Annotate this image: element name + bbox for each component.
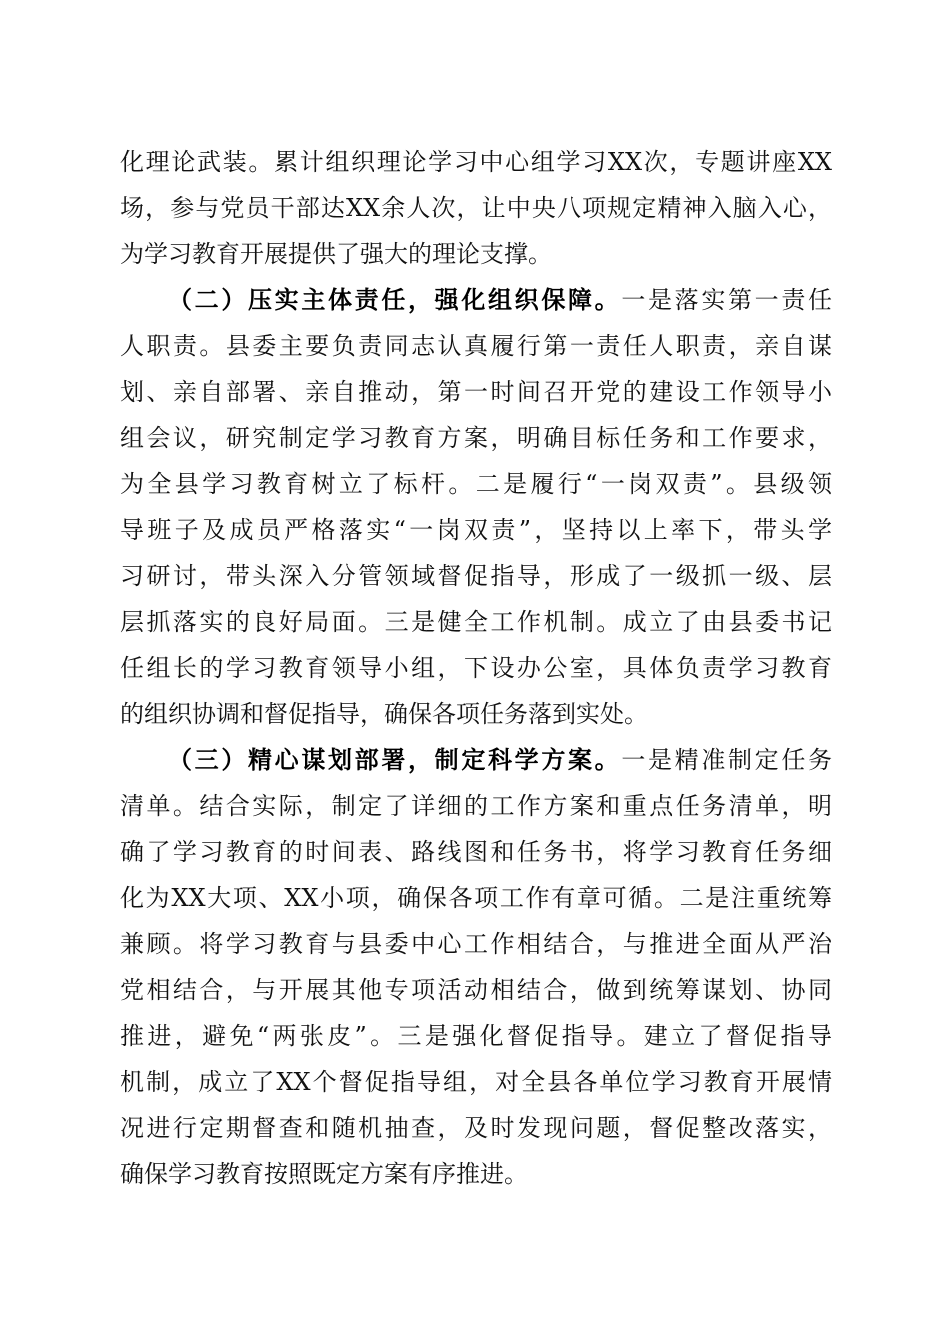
section-heading-line [168,285,832,315]
paragraph-line: 任组长的学习教育领导小组，下设办公室，具体负责学习教育 [120,654,832,682]
paragraph-line: 习研讨，带头深入分管领域督促指导，形成了一级抓一级、层 [120,562,832,590]
paragraph-line: 兼顾。将学习教育与县委中心工作相结合，与推进全面从严治 [120,930,832,958]
paragraph-line: 况进行定期督查和随机抽查，及时发现问题，督促整改落实， [120,1114,832,1142]
paragraph-line: 化为XX大项、XX小项，确保各项工作有章可循。二是注重统筹 [120,884,832,912]
paragraph-line: 机制，成立了XX个督促指导组，对全县各单位学习教育开展情 [120,1068,832,1096]
paragraph-line: 人职责。县委主要负责同志认真履行第一责任人职责，亲自谋 [120,332,832,360]
section-heading: （二）压实主体责任，强化组织保障。 [168,286,622,314]
paragraph-line: 为全县学习教育树立了标杆。二是履行“一岗双责”。县级领 [120,470,832,498]
paragraph-line: 为学习教育开展提供了强大的理论支撑。 [120,240,552,268]
section-heading: （三）精心谋划部署，制定科学方案。 [168,746,622,774]
paragraph-text: 一是精准制定任务 [621,746,833,774]
paragraph-text: 一是落实第一责任 [621,286,833,314]
paragraph-line: 划、亲自部署、亲自推动，第一时间召开党的建设工作领导小 [120,378,832,406]
paragraph-line: 场，参与党员干部达XX余人次，让中央八项规定精神入脑入心， [120,194,832,222]
paragraph-line: 化理论武装。累计组织理论学习中心组学习XX次，专题讲座XX [120,148,832,176]
paragraph-line: 推进，避免“两张皮”。三是强化督促指导。建立了督促指导 [120,1022,832,1050]
paragraph-line: 清单。结合实际，制定了详细的工作方案和重点任务清单，明 [120,792,832,820]
section-heading-line [168,745,832,775]
paragraph-line: 党相结合，与开展其他专项活动相结合，做到统筹谋划、协同 [120,976,832,1004]
paragraph-line: 的组织协调和督促指导，确保各项任务落到实处。 [120,700,648,728]
paragraph-line: 确了学习教育的时间表、路线图和任务书，将学习教育任务细 [120,838,832,866]
paragraph-line: 组会议，研究制定学习教育方案，明确目标任务和工作要求， [120,424,832,452]
paragraph-line: 确保学习教育按照既定方案有序推进。 [120,1160,528,1188]
paragraph-line: 层抓落实的良好局面。三是健全工作机制。成立了由县委书记 [120,608,832,636]
paragraph-line: 导班子及成员严格落实“一岗双责”，坚持以上率下，带头学 [120,516,832,544]
